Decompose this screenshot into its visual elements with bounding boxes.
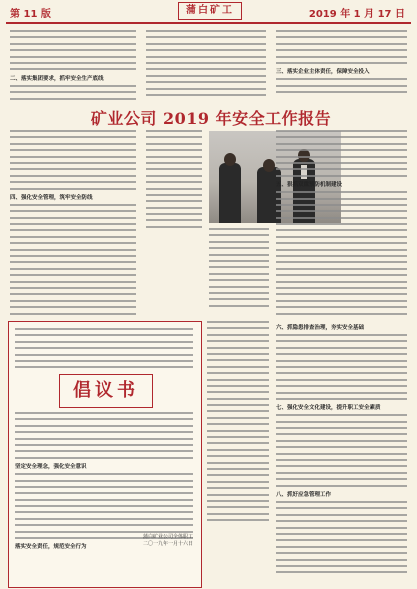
- body-text-block: [276, 334, 407, 400]
- proposal-intro-text: [15, 328, 193, 370]
- main-headline: 矿业公司 2019 年安全工作报告: [90, 109, 332, 128]
- text-column-right-middle: [276, 130, 407, 316]
- section-heading: 三、落实企业主体责任，保障安全投入: [276, 69, 370, 76]
- body-text-block: [276, 78, 407, 93]
- page-number: 第 11 版: [10, 9, 51, 20]
- section-heading: 四、强化安全管理，筑牢安全防线: [10, 194, 93, 201]
- body-text-block: [10, 204, 136, 316]
- body-text-block: [276, 501, 407, 573]
- text-column-left-middle: [10, 130, 136, 316]
- text-column-right-bottom: [276, 321, 407, 585]
- proposal-heading: 坚定安全理念，强化安全意识: [15, 464, 87, 471]
- body-text-block: [10, 130, 136, 190]
- body-text-block: [10, 30, 136, 70]
- body-text-block: [207, 321, 269, 521]
- proposal-title: 倡议书: [59, 374, 153, 408]
- text-column-middle-top: [146, 30, 266, 100]
- section-heading: 五、狠抓双重预防机制建设: [276, 182, 343, 189]
- section-heading: 八、抓好应急管理工作: [276, 491, 332, 498]
- text-column-under-photo: [209, 228, 269, 316]
- section-heading: 六、抓隐患排查治理，夯实安全基础: [276, 325, 365, 331]
- body-text-block: [209, 228, 269, 307]
- body-text-block: [276, 30, 407, 64]
- person-head: [224, 153, 236, 166]
- header-rule: [6, 22, 411, 24]
- body-text-block: [15, 412, 193, 459]
- section-heading: 二、落实集团要求，抓牢安全生产底线: [10, 75, 104, 82]
- page-header: [0, 0, 417, 24]
- issue-date: 2019 年 1 月 17 日: [308, 9, 405, 20]
- body-text-block: [15, 473, 193, 539]
- signature-date: 二〇一九年一月十六日: [142, 541, 193, 547]
- body-text-block: [10, 85, 136, 100]
- signature-org: 蒲白矿业公司全体职工: [142, 534, 193, 540]
- body-text-block: [276, 130, 407, 177]
- body-text-block: [15, 328, 193, 368]
- proposal-signature: [128, 534, 208, 548]
- body-text-block: [276, 414, 407, 486]
- text-column-middle-bottom: [207, 321, 269, 531]
- text-column-middle-narrow: [146, 130, 202, 316]
- proposal-body-text: [15, 412, 193, 552]
- text-column-right-top: [276, 30, 407, 100]
- text-column-left-top: [10, 30, 136, 100]
- proposal-heading: 落实安全责任，规范安全行为: [15, 544, 87, 551]
- person-figure: [219, 163, 241, 223]
- body-text-block: [276, 191, 407, 316]
- section-heading: 七、强化安全文化建设，提升职工安全素质: [276, 405, 381, 412]
- masthead-logo: 蒲白矿工: [178, 2, 242, 20]
- body-text-block: [146, 130, 202, 228]
- body-text-block: [146, 30, 266, 96]
- person-head: [263, 159, 275, 172]
